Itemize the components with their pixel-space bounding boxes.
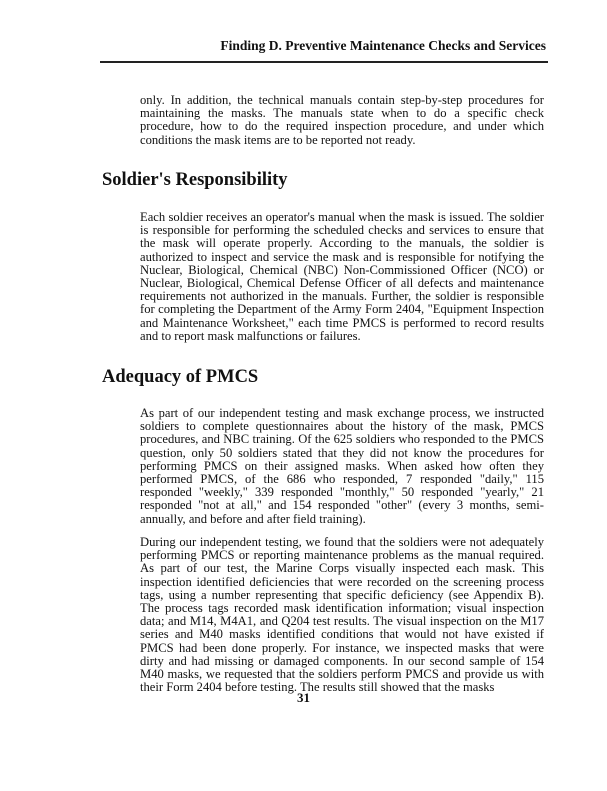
paragraph-soldiers-responsibility: Each soldier receives an operator's manual when the mask is issued. The soldier is responsible for performing the scheduled checks and services to ensure that the mask will operate properly. According to the manuals, the soldier is authorized to inspect and service the mask and is responsible for notifying the Nuclear, Biological, Chemical (NBC) Non-Commissioned Officer (NCO) or Nuclear, Biological, Chemical Defense Officer of all defects and maintenance requirements not authorized in the manuals. Further, the soldier is responsible for completing the Department of the Army Form 2404, "Equipment Inspection and Maintenance Worksheet," each time PMCS is performed to record results and to report mask malfunctions or failures. — [140, 210, 544, 343]
continuation-paragraph: only. In addition, the technical manuals contain step-by-step procedures for maintaining the masks. The manuals state when to do a specific check procedure, how to do the required inspection procedure, and under which conditions the mask items are to be reported not ready. — [140, 93, 544, 147]
header-rule — [100, 61, 548, 63]
paragraph-adequacy-1: As part of our independent testing and mask exchange process, we instructed soldiers to complete questionnaires about the history of the mask, PMCS procedures, and NBC training. Of the 625 soldiers who responded to the PMCS question, only 50 soldiers stated that they did not know the procedures for performing PMCS on their assigned masks. When asked how often they performed PMCS, of the 686 who responded, 7 responded "daily," 115 responded "weekly," 339 responded "monthly," 50 responded "yearly," 21 responded "not at all," and 154 responded "other" (every 3 months, semi-annually, and before and after field training). — [140, 406, 544, 526]
running-header: Finding D. Preventive Maintenance Checks and Services — [220, 38, 546, 53]
section-heading-adequacy-of-pmcs: Adequacy of PMCS — [102, 367, 259, 387]
section-heading-soldiers-responsibility: Soldier's Responsibility — [102, 170, 288, 190]
page-number: 31 — [297, 690, 310, 705]
paragraph-adequacy-2: During our independent testing, we found that the soldiers were not adequately performing PMCS or reporting maintenance problems as the manual required. As part of our test, the Marine Corps visually inspected each mask. This inspection identified deficiencies that were recorded on the screening process tags, using a number representing that specific deficiency (see Appendix B). The process tags recorded mask identification information; visual inspection data; and M14, M4A1, and Q204 test results. The visual inspection on the M17 series and M40 masks identified conditions that would not have existed if PMCS had been done properly. For instance, we inspected masks that were dirty and had missing or damaged components. In our second sample of 154 M40 masks, we requested that the soldiers perform PMCS and provide us with their Form 2404 before testing. The results still showed that the masks — [140, 535, 544, 695]
